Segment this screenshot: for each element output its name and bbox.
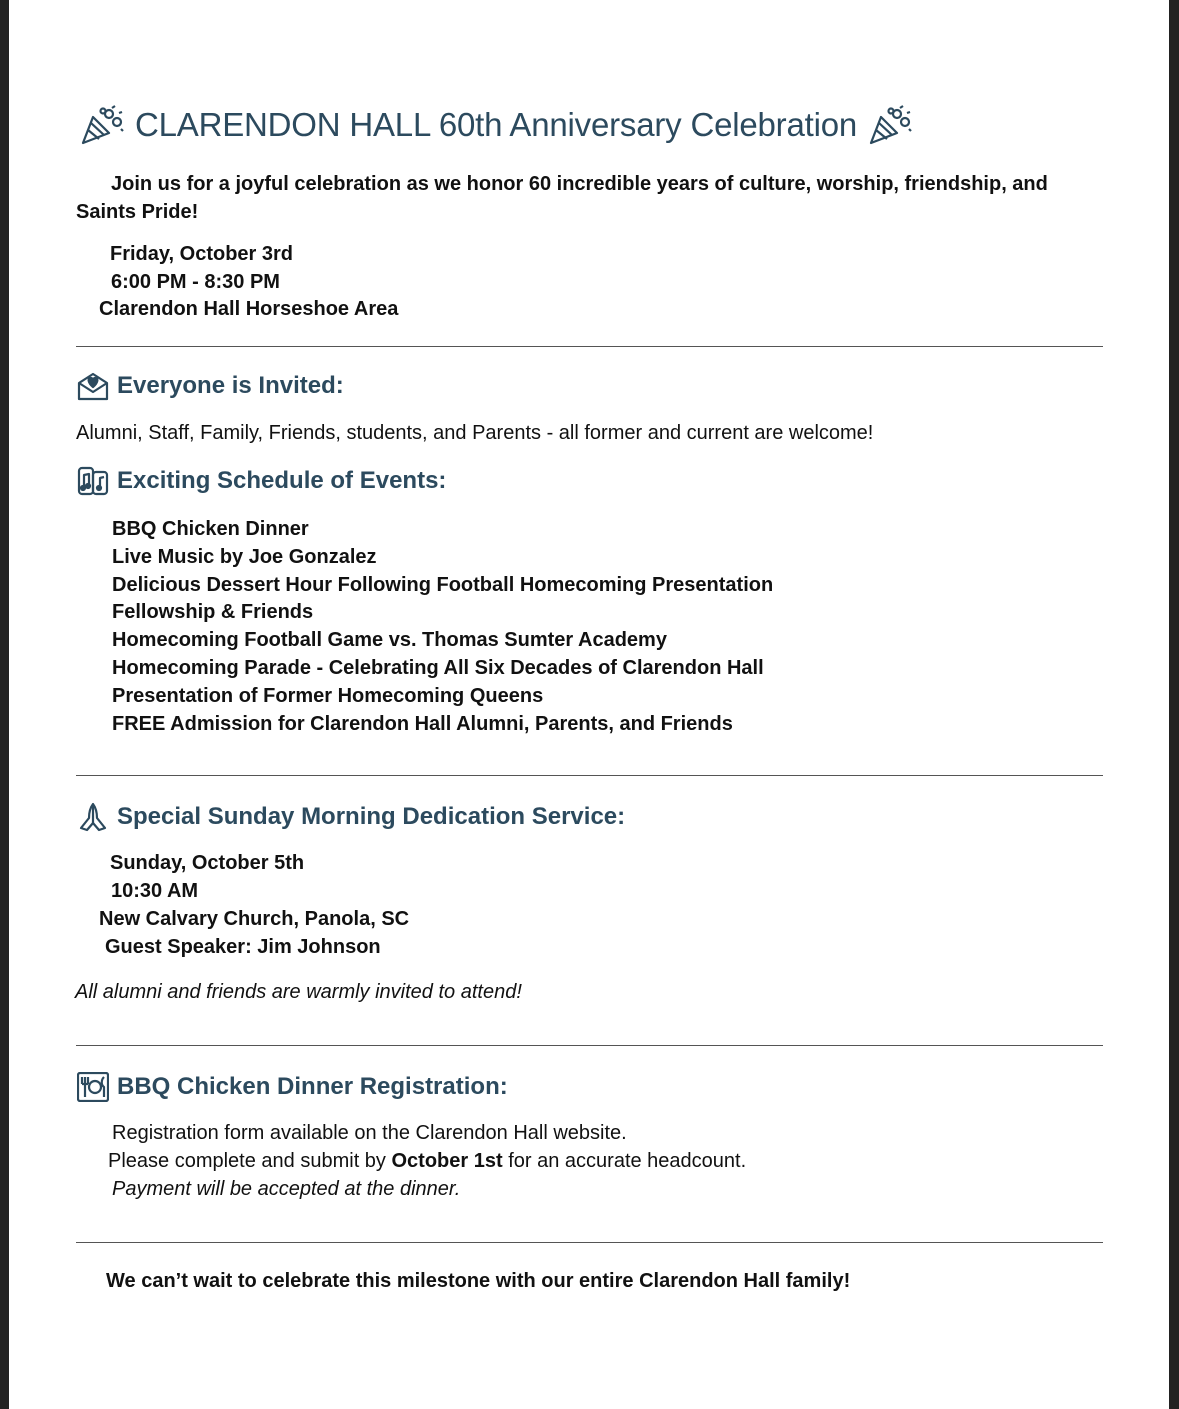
intro-paragraph [76,170,1086,226]
party-popper-icon [79,104,125,146]
service-speaker: Guest Speaker: Jim Johnson [105,936,381,958]
praying-hands-icon [77,802,109,832]
service-heading: Special Sunday Morning Dedication Service: [117,803,626,830]
registration-heading: BBQ Chicken Dinner Registration: [117,1073,508,1100]
divider [76,1045,1103,1046]
music-notes-icon [77,466,109,496]
list-item: Homecoming Football Game vs. Thomas Sumter Academy [112,629,667,652]
service-note: All alumni and friends are warmly invited to attend! [75,981,522,1003]
divider [76,346,1103,347]
registration-deadline: October 1st [391,1150,503,1172]
page-title-row [79,104,913,146]
event-date: Friday, October 3rd [110,243,294,265]
registration-line-2 [108,1150,746,1173]
list-item: Fellowship & Friends [112,601,314,624]
registration-line-1: Registration form available on the Clarendon Hall website. [112,1122,627,1144]
registration-line-2-prefix: Please complete and submit by [108,1150,386,1172]
schedule-heading: Exciting Schedule of Events: [117,467,447,494]
service-location: New Calvary Church, Panola, SC [99,908,410,930]
invited-heading: Everyone is Invited: [117,372,344,399]
invited-heading-row [77,371,344,401]
event-time: 6:00 PM - 8:30 PM [111,271,280,293]
event-location: Clarendon Hall Horseshoe Area [99,298,399,320]
list-item: FREE Admission for Clarendon Hall Alumni, Parents, and Friends [112,712,733,735]
service-date: Sunday, October 5th [110,852,305,874]
document-page [9,0,1169,1409]
list-item: Delicious Dessert Hour Following Football Homecoming Presentation [112,573,774,596]
list-item: Homecoming Parade - Celebrating All Six Decades of Clarendon Hall [112,656,764,679]
plate-utensils-icon [77,1072,109,1102]
schedule-heading-row [77,466,446,496]
registration-line-2-suffix: for an accurate headcount. [508,1150,747,1172]
page-title: CLARENDON HALL 60th Anniversary Celebration [135,106,858,143]
invited-text: Alumni, Staff, Family, Friends, students, and Parents - all former and current are welcome! [76,422,874,444]
envelope-heart-icon [77,371,109,401]
list-item: Presentation of Former Homecoming Queens [112,684,544,707]
list-item: Live Music by Joe Gonzalez [112,545,377,568]
closing-message: We can’t wait to celebrate this milestone with our entire Clarendon Hall family! [106,1270,851,1292]
divider [76,775,1103,776]
registration-heading-row [77,1072,508,1102]
schedule-list [112,516,773,738]
service-heading-row [77,802,625,832]
intro-text: Join us for a joyful celebration as we honor 60 incredible years of culture, worship, friendship, and Saints Pride! [76,173,1048,223]
service-time: 10:30 AM [111,880,199,902]
divider [76,1242,1103,1243]
list-item: BBQ Chicken Dinner [112,518,309,540]
registration-line-3: Payment will be accepted at the dinner. [112,1178,461,1200]
party-popper-icon [867,104,913,146]
